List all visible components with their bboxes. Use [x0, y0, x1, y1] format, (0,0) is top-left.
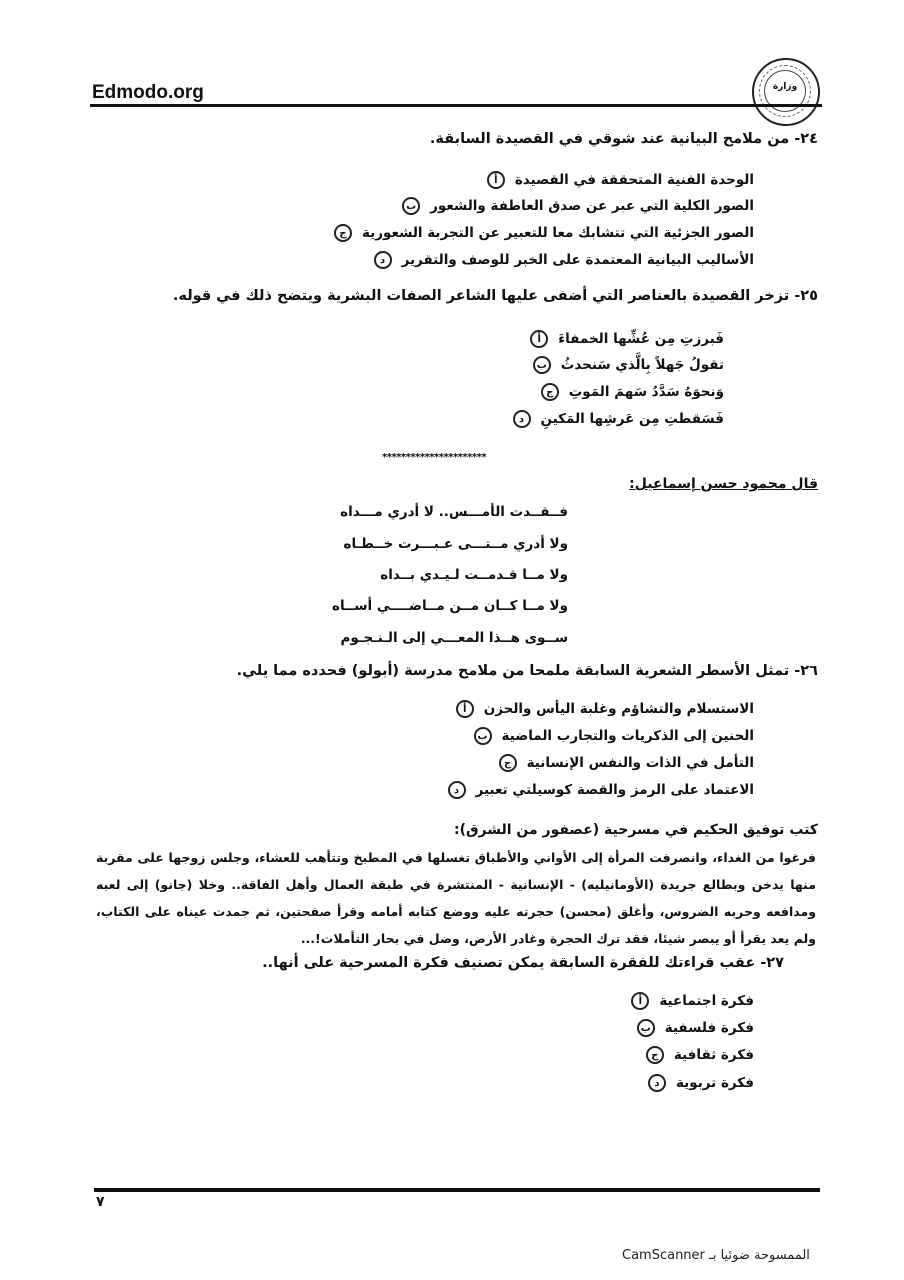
option-text: فكرة ثقافية: [673, 1047, 754, 1063]
question-26: ٢٦- تمثل الأسطر الشعرية السابقة ملمحا من ملامح مدرسة (أبولو) فحدده مما يلي.: [236, 663, 818, 679]
question-27: ٢٧- عقب قراءتك للفقرة السابقة يمكن تصنيف فكرة المسرحية على أنها..: [262, 955, 784, 971]
passage-paragraph: فرغوا من الغداء، وانصرفت المرأة إلى الأواني والأطباق تغسلها في المطبخ وتتأهب للعشاء، وجلس زوجها على مقربة منها يدخن وبطالع جريدة (الأومانيليه) - الإنسانية - المنتشرة في طبقة العمال وأهل الفاقة.. وخلا (جانو) إلى لعبه ومدافعه وحربه الضروس، وأغلق (محسن) حجرته عليه ووضع كتابه أمامه وقرأ صفحتين، ثم جمدت عيناه على الكتاب، ولم يعد يقرأ أو يبصر شيئا، فقد ترك الحجرة وغادر الأرض، وضل في بحار التأملات!...: [96, 850, 816, 946]
option-marker: ج: [541, 383, 559, 401]
q25-option-c[interactable]: [541, 383, 724, 401]
option-text: التأمل في الذات والنفس الإنسانية: [526, 755, 754, 771]
q27-option-a[interactable]: [631, 992, 754, 1010]
option-marker: أ: [456, 700, 474, 718]
q25-option-a[interactable]: [530, 330, 724, 348]
option-marker: ب: [533, 356, 551, 374]
poem-verse: ولا مــا قـدمــت لـيـدي بــداه: [380, 567, 568, 583]
option-text: تقولُ جَهلاً بِالَّذي سَنحدثُ: [560, 357, 724, 373]
option-text: فكرة تربوية: [675, 1075, 754, 1091]
question-25: ٢٥- تزخر القصيدة بالعناصر التي أضفى عليها الشاعر الصفات البشرية ويتضح ذلك في قوله.: [172, 288, 818, 304]
header-divider: [90, 104, 822, 107]
q26-option-a[interactable]: [456, 700, 754, 718]
q24-option-b[interactable]: [402, 197, 754, 215]
option-text: الاستسلام والتشاؤم وغلبة اليأس والحزن: [483, 701, 754, 717]
option-text: الصور الكلية التي عبر عن صدق العاطفة والشعور: [430, 198, 754, 214]
option-marker: د: [374, 251, 392, 269]
option-marker: أ: [631, 992, 649, 1010]
option-text: الاعتماد على الرمز والقصة كوسيلتي تعبير: [475, 782, 754, 798]
q26-option-d[interactable]: [448, 781, 754, 799]
q25-option-d[interactable]: [513, 410, 724, 428]
q26-option-c[interactable]: [499, 754, 754, 772]
poem-verse: فــقــدت الأمـــس.. لا أدري مـــداه: [340, 504, 568, 520]
q27-option-d[interactable]: [648, 1074, 754, 1092]
option-text: الوحدة الفنية المتحققة في القصيدة: [514, 172, 754, 188]
q26-option-b[interactable]: [474, 727, 755, 745]
option-text: الحنين إلى الذكريات والتجارب الماضية: [501, 728, 754, 744]
q25-option-b[interactable]: [533, 356, 724, 374]
page-number: ٧: [96, 1194, 105, 1210]
option-text: الصور الجزئية التي تتشابك معا للتعبير عن التجربة الشعورية: [361, 225, 754, 241]
option-text: فكرة فلسفية: [664, 1020, 754, 1036]
option-marker: د: [513, 410, 531, 428]
q27-option-b[interactable]: [637, 1019, 754, 1037]
option-marker: ج: [334, 224, 352, 242]
option-marker: أ: [487, 171, 505, 189]
option-marker: ج: [499, 754, 517, 772]
footer-divider: [94, 1188, 820, 1192]
poem-verse: ســوى هــذا المعـــي إلى الـنـجـوم: [340, 630, 568, 646]
section-separator: **********************: [382, 452, 487, 463]
option-marker: د: [648, 1074, 666, 1092]
q27-option-c[interactable]: [646, 1046, 754, 1064]
option-text: الأساليب البيانية المعتمدة على الخبر للوصف والتقرير: [401, 252, 754, 268]
option-text: وَنحوَهُ سَدَّدُ سَهمَ المَوتِ: [568, 384, 724, 400]
question-24: ٢٤- من ملامح البيانية عند شوقي في القصيدة السابقة.: [429, 131, 818, 147]
passage-title: كتب توفيق الحكيم في مسرحية (عصفور من الشرق):: [453, 822, 818, 838]
option-marker: ج: [646, 1046, 664, 1064]
scanner-watermark: الممسوحة ضوئيا بـ CamScanner: [622, 1248, 810, 1263]
q24-option-a[interactable]: [487, 171, 754, 189]
q24-option-d[interactable]: [374, 251, 754, 269]
ministry-logo-icon: [752, 58, 820, 126]
logo-text: وزارة: [772, 82, 798, 92]
option-text: فَسَقطتِ مِن عَرشِها المَكينِ: [540, 411, 724, 427]
option-marker: أ: [530, 330, 548, 348]
poem-verse: ولا مــا كــان مــن مــاضــــي أســاه: [332, 598, 568, 614]
option-text: فَبرزتِ مِن عُشِّها الخمفاءَ: [558, 331, 724, 347]
poem-verse: ولا أدري مــتـــى عـبـــرت خــطـاه: [343, 536, 568, 552]
q24-option-c[interactable]: [334, 224, 754, 242]
option-marker: ب: [637, 1019, 655, 1037]
poem-intro: قال محمود حسن إسماعيل:: [629, 476, 818, 492]
option-marker: ب: [474, 727, 492, 745]
option-marker: ب: [402, 197, 420, 215]
option-marker: د: [448, 781, 466, 799]
option-text: فكرة اجتماعية: [659, 993, 754, 1009]
site-name: Edmodo.org: [92, 82, 204, 103]
